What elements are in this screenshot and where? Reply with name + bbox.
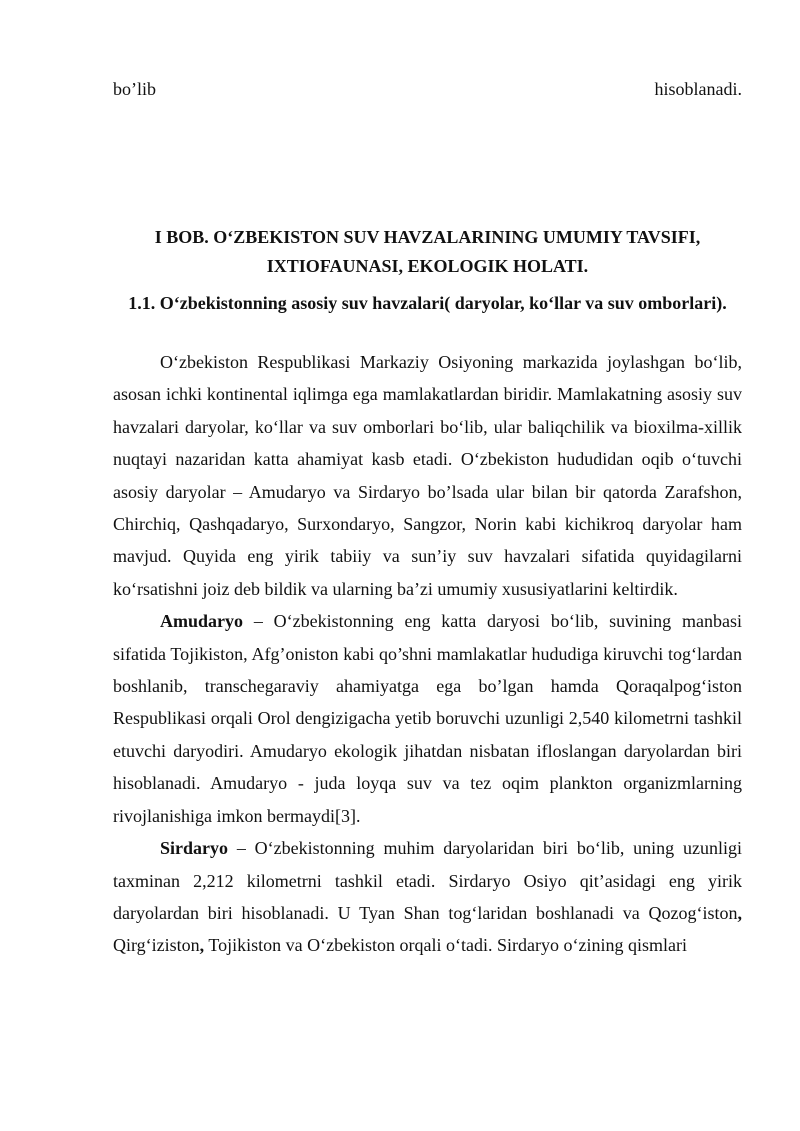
sirdaryo-text: – O‘zbekistonning muhim daryolaridan biri bo‘lib, uning uzunligi taxminan 2,212 kilometrni tashkil etadi. Sirdaryo Osiyo qit’asidagi eng yirik daryolardan biri hisoblanadi. U Tyan Shan tog‘laridan boshlanadi va Qozog‘iston	[113, 838, 742, 923]
term-sirdaryo: Sirdaryo	[160, 838, 229, 859]
paragraph-amudaryo	[113, 605, 742, 832]
section-title: 1.1. O‘zbekistonning asosiy suv havzalari( daryolar, ko‘llar va suv omborlari).	[128, 293, 727, 313]
paragraph-sirdaryo	[113, 832, 742, 962]
term-amudaryo: Amudaryo	[160, 611, 244, 632]
amudaryo-text: – O‘zbekistonning eng katta daryosi bo‘lib, suvining manbasi sifatida Tojikiston, Afg’oniston kabi qo’shni mamlakatlar hududiga kiruvchi tog‘lardan boshlanib, transchegaraviy ahamiyatga ega bo’lgan hamda Qoraqalpog‘iston Respublikasi orqali Orol dengizigacha yetib boruvchi uzunligi 2,540 kilometrni tashkil etuvchi daryodiri. Amudaryo ekologik jihatdan nisbatan ifloslangan daryolardan biri hisoblanadi. Amudaryo - juda loyqa suv va tez oqim plankton organizmlarning rivojlanishiga imkon bermaydi[3].	[113, 611, 742, 826]
body-text	[113, 346, 742, 962]
paragraph-intro: O‘zbekiston Respublikasi Markaziy Osiyoning markazida joylashgan bo‘lib, asosan ichki kontinental iqlimga ega mamlakatlardan biridir. Mamlakatning asosiy suv havzalari daryolar, ko‘llar va suv omborlari bo‘lib, ular baliqchilik va bioxilma-xillik nuqtayi nazaridan katta ahamiyat kasb etadi. O‘zbekiston hududidan oqib o‘tuvchi asosiy daryolar – Amudaryo va Sirdaryo bo’lsada ular bilan bir qatorda Zarafshon, Chirchiq, Qashqadaryo, Surxondaryo, Sangzor, Norin kabi kichikroq daryolar ham mavjud. Quyida eng yirik tabiiy va sun’iy suv havzalari sifatida quyidagilarni ko‘rsatishni joiz deb bildik va ularning ba’zi umumiy xususiyatlarini keltirdik.	[113, 352, 742, 599]
chapter-title: I BOB. O‘ZBEKISTON SUV HAVZALARINING UMUMIY TAVSIFI, IXTIOFAUNASI, EKOLOGIK HOLATI.	[154, 227, 701, 276]
sirdaryo-end: Tojikiston va O‘zbekiston orqali o‘tadi. Sirdaryo o‘zining qismlari	[204, 935, 687, 956]
continuation-right: hisoblanadi.	[654, 79, 742, 99]
sirdaryo-mid: Qirg‘iziston	[113, 935, 200, 956]
continuation-line	[113, 78, 742, 100]
sirdaryo-comma-2: ,	[199, 935, 205, 956]
continuation-left: bo’lib	[113, 79, 156, 99]
sirdaryo-comma-1: ,	[737, 902, 742, 923]
